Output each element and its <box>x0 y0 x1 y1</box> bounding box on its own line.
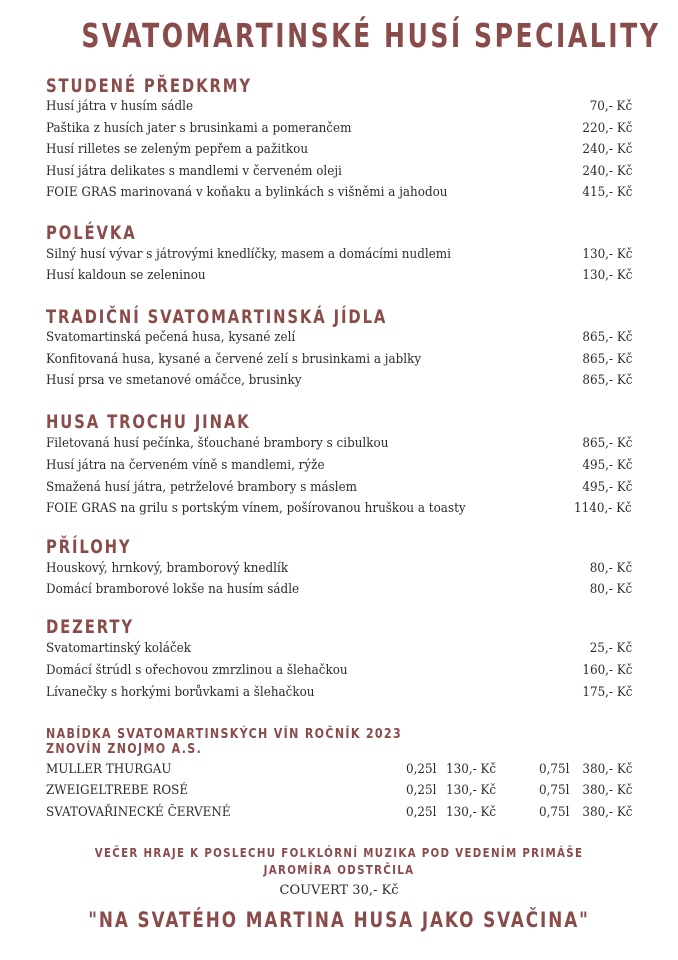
section-heading: TRADIČNÍ SVATOMARTINSKÁ JÍDLA <box>46 306 388 328</box>
item-price: 415,- Kč <box>581 185 632 200</box>
item-price: 80,- Kč <box>589 561 632 576</box>
page-title: SVATOMARTINSKÉ HUSÍ SPECIALITY <box>81 16 661 55</box>
couvert-price: COUVERT 30,- Kč <box>279 883 399 898</box>
menu-item <box>46 118 632 139</box>
item-price: 70,- Kč <box>589 99 632 114</box>
item-name: Lívanečky s horkými borůvkami a šlehačkou <box>46 685 315 700</box>
menu-item <box>46 244 632 265</box>
item-price: 175,- Kč <box>581 685 632 700</box>
item-price: 1140,- Kč <box>574 501 632 516</box>
item-name: Husí játra v husím sádle <box>46 99 194 114</box>
section-heading: DEZERTY <box>46 616 134 638</box>
item-name: FOIE GRAS na grilu s portským vínem, pošírovanou hruškou a toasty <box>46 501 466 516</box>
menu-item <box>46 477 632 498</box>
menu-item <box>46 161 632 182</box>
wine-volume-large: 0,75l <box>539 783 570 798</box>
wine-name: ZWEIGELTREBE ROSÉ <box>46 783 189 798</box>
wine-row <box>46 780 632 801</box>
item-price: 495,- Kč <box>581 480 632 495</box>
menu-item <box>46 660 632 681</box>
section-heading: HUSA TROCHU JINAK <box>46 411 251 433</box>
wine-volume-small: 0,25l <box>406 783 437 798</box>
item-price: 865,- Kč <box>581 330 632 345</box>
item-name: Smažená husí játra, petrželové brambory s máslem <box>46 480 358 495</box>
slogan: "NA SVATÉHO MARTINA HUSA JAKO SVAČINA" <box>88 908 590 932</box>
item-price: 130,- Kč <box>581 268 632 283</box>
item-price: 130,- Kč <box>581 247 632 262</box>
wine-volume-large: 0,75l <box>539 762 570 777</box>
item-price: 865,- Kč <box>581 373 632 388</box>
wine-price-large: 380,- Kč <box>581 805 632 820</box>
menu-item <box>46 265 632 286</box>
wine-price-large: 380,- Kč <box>581 783 632 798</box>
menu-item <box>46 638 632 659</box>
menu-item <box>46 182 632 203</box>
item-name: Domácí bramborové lokše na husím sádle <box>46 582 300 597</box>
menu-item <box>46 455 632 476</box>
item-name: Silný husí vývar s játrovými knedlíčky, masem a domácími nudlemi <box>46 247 451 262</box>
item-name: Svatomartinská pečená husa, kysané zelí <box>46 330 296 345</box>
menu-item <box>46 579 632 600</box>
wine-volume-small: 0,25l <box>406 805 437 820</box>
item-price: 25,- Kč <box>589 641 632 656</box>
item-name: Husí prsa ve smetanové omáčce, brusinky <box>46 373 302 388</box>
item-name: Konfitovaná husa, kysané a červené zelí s brusinkami a jablky <box>46 352 422 367</box>
item-name: Husí kaldoun se zeleninou <box>46 268 206 283</box>
item-price: 495,- Kč <box>581 458 632 473</box>
item-name: Houskový, hrnkový, bramborový knedlík <box>46 561 289 576</box>
item-name: FOIE GRAS marinovaná v koňaku a bylinkách s višněmi a jahodou <box>46 185 448 200</box>
item-price: 865,- Kč <box>581 436 632 451</box>
item-name: Svatomartinský koláček <box>46 641 191 656</box>
wine-row <box>46 759 632 780</box>
item-price: 80,- Kč <box>589 582 632 597</box>
menu-item <box>46 327 632 348</box>
item-price: 220,- Kč <box>581 121 632 136</box>
item-name: Husí rilletes se zeleným pepřem a pažitkou <box>46 142 309 157</box>
music-note: VEČER HRAJE K POSLECHU FOLKLÓRNÍ MUZIKA POD VEDENÍM PRIMÁŠE <box>94 845 584 860</box>
item-price: 240,- Kč <box>581 142 632 157</box>
wine-price-small: 130,- Kč <box>446 805 497 820</box>
wine-name: SVATOVAŘINECKÉ ČERVENÉ <box>46 805 231 820</box>
wine-price-large: 380,- Kč <box>581 762 632 777</box>
item-name: Filetovaná husí pečínka, šťouchané brambory s cibulkou <box>46 436 389 451</box>
wine-row <box>46 802 632 823</box>
item-name: Husí játra na červeném víně s mandlemi, rýže <box>46 458 325 473</box>
wine-price-small: 130,- Kč <box>446 783 497 798</box>
menu-item <box>46 96 632 117</box>
item-price: 865,- Kč <box>581 352 632 367</box>
wine-volume-large: 0,75l <box>539 805 570 820</box>
item-price: 240,- Kč <box>581 164 632 179</box>
menu-item <box>46 498 632 519</box>
music-note-name: JAROMÍRA ODSTRČILA <box>263 862 415 877</box>
menu-item <box>46 370 632 391</box>
menu-item <box>46 139 632 160</box>
wine-producer: ZNOVÍN ZNOJMO A.S. <box>46 741 203 757</box>
item-name: Paštika z husích jater s brusinkami a pomerančem <box>46 121 352 136</box>
wine-heading: NABÍDKA SVATOMARTINSKÝCH VÍN ROČNÍK 2023 <box>46 726 402 742</box>
wine-price-small: 130,- Kč <box>446 762 497 777</box>
menu-item <box>46 558 632 579</box>
menu-item <box>46 682 632 703</box>
section-heading: STUDENÉ PŘEDKRMY <box>46 75 252 97</box>
section-heading: PŘÍLOHY <box>46 536 132 558</box>
wine-volume-small: 0,25l <box>406 762 437 777</box>
menu-item <box>46 433 632 454</box>
menu-item <box>46 349 632 370</box>
item-name: Husí játra delikates s mandlemi v červeném oleji <box>46 164 342 179</box>
section-heading: POLÉVKA <box>46 222 137 244</box>
item-price: 160,- Kč <box>581 663 632 678</box>
item-name: Domácí štrúdl s ořechovou zmrzlinou a šlehačkou <box>46 663 348 678</box>
wine-name: MULLER THURGAU <box>46 762 172 777</box>
